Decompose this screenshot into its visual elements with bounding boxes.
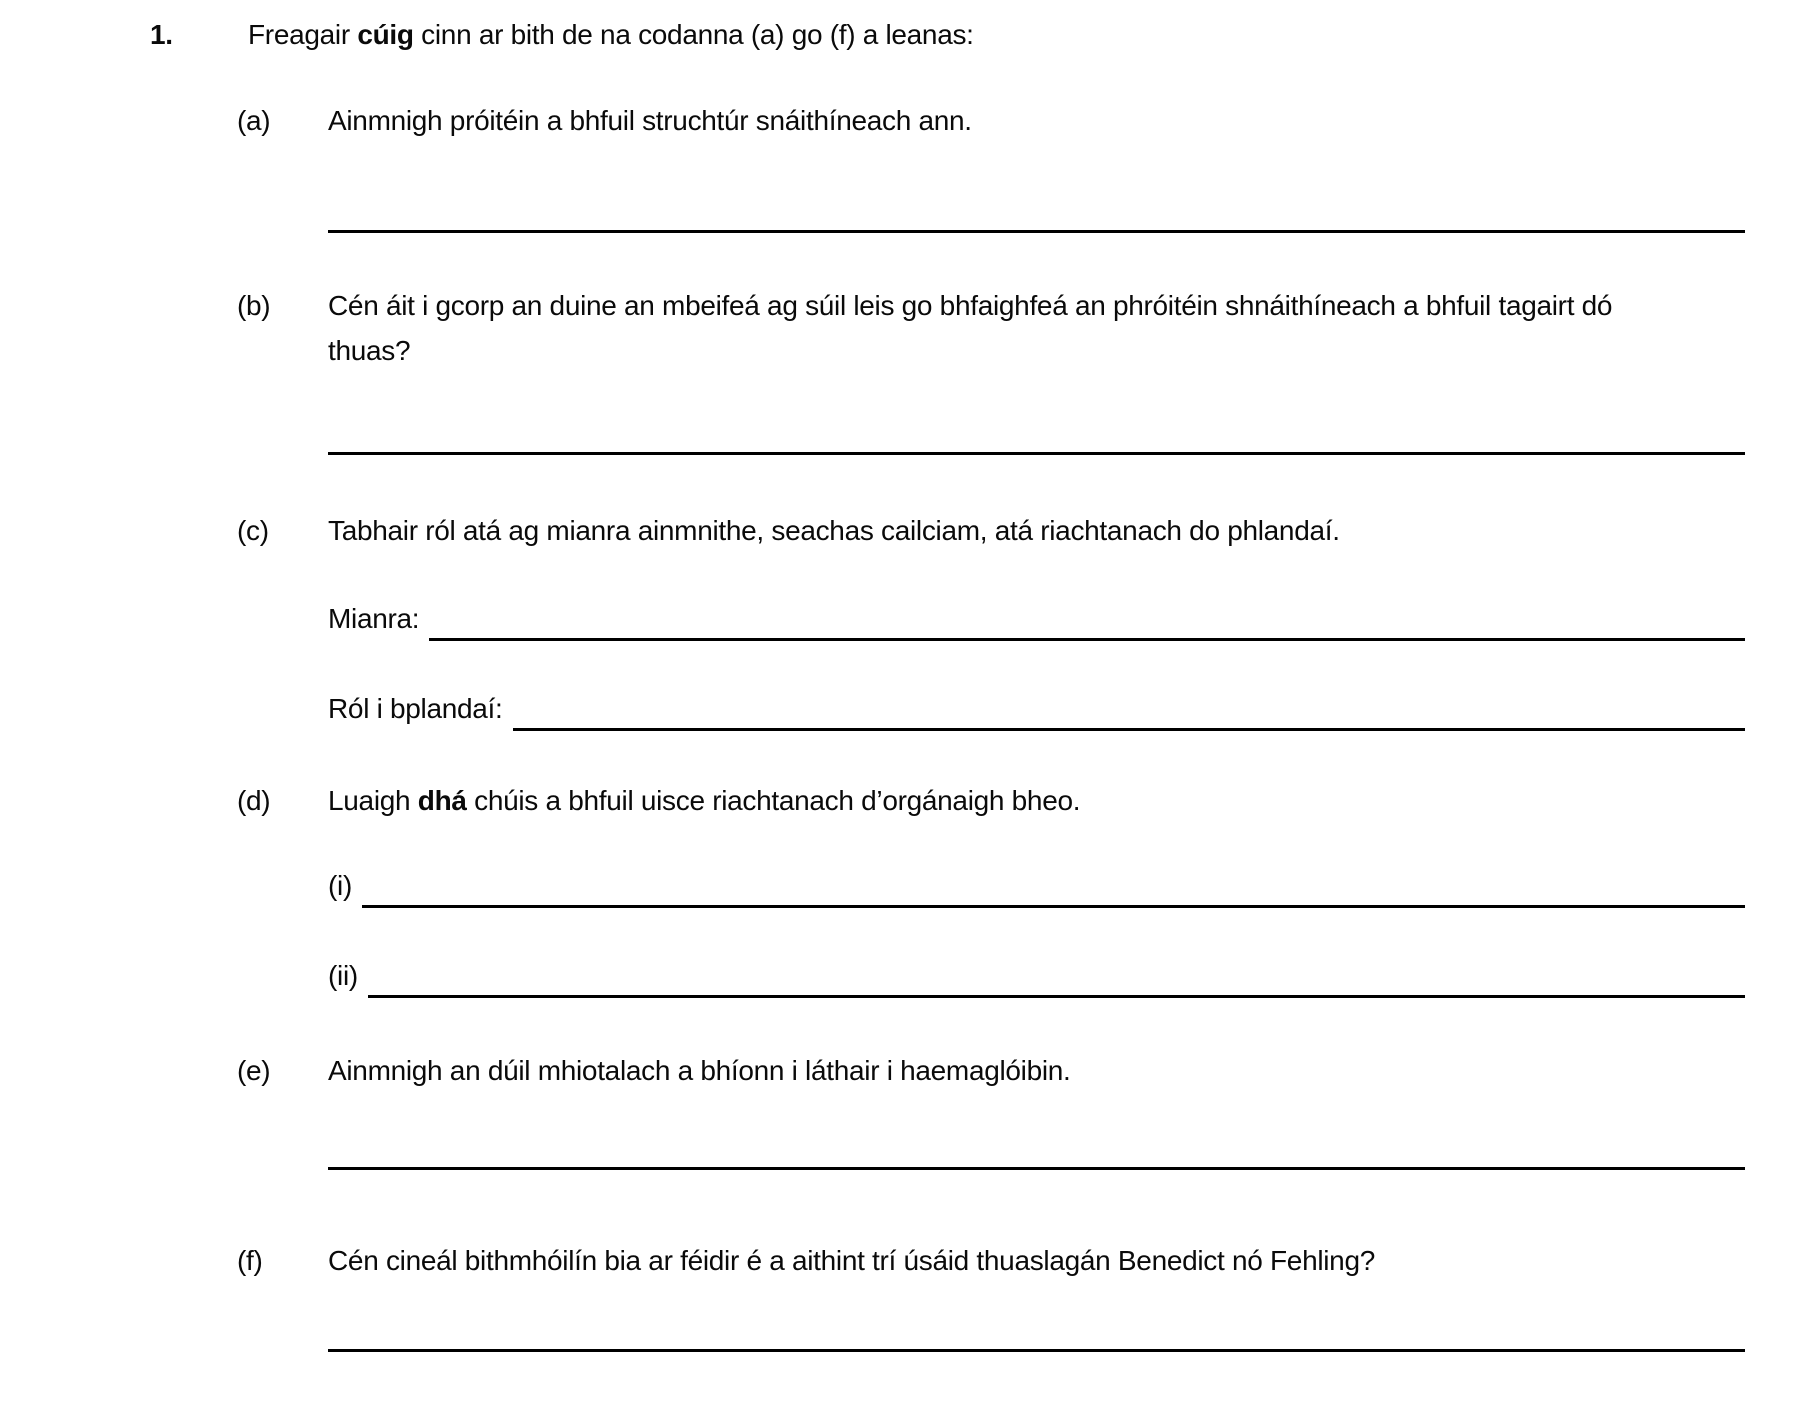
part-c-text: Tabhair ról atá ag mianra ainmnithe, seachas cailciam, atá riachtanach do phlandaí.	[328, 515, 1340, 546]
sub-item-i-answer-line[interactable]	[362, 863, 1745, 908]
part-d-row	[237, 778, 1745, 823]
sub-item-i-row	[328, 863, 1745, 908]
part-d-text-before: Luaigh	[328, 785, 418, 816]
role-answer-line[interactable]	[513, 686, 1745, 731]
question-intro-bold: cúig	[357, 19, 414, 50]
part-b-text: Cén áit i gcorp an duine an mbeifeá ag súil leis go bhfaighfeá an phróitéin shnáithíneach a bhfuil tagairt dó thuas?	[328, 290, 1613, 366]
sub-item-ii-answer-line[interactable]	[368, 953, 1745, 998]
part-e-text: Ainmnigh an dúil mhiotalach a bhíonn i láthair i haemaglóibin.	[328, 1055, 1071, 1086]
part-c-row	[237, 508, 1745, 553]
part-d-label: (d)	[237, 785, 271, 816]
part-f-label: (f)	[237, 1245, 263, 1276]
sub-item-ii-row	[328, 953, 1745, 998]
part-a-label: (a)	[237, 105, 271, 136]
part-e-row	[237, 1048, 1745, 1093]
part-e-label: (e)	[237, 1055, 271, 1086]
question-number: 1.	[150, 19, 173, 50]
part-b-answer-line[interactable]	[328, 452, 1745, 455]
part-f-text: Cén cineál bithmhóilín bia ar féidir é a aithint trí úsáid thuaslagán Benedict nó Fehling?	[328, 1245, 1375, 1276]
question-intro	[248, 12, 1745, 57]
role-field-row	[328, 686, 1745, 731]
part-e-answer-line[interactable]	[328, 1167, 1745, 1170]
part-a-row	[237, 98, 1745, 143]
mineral-field-row	[328, 596, 1745, 641]
part-b-row	[237, 283, 1745, 373]
mineral-field-label: Mianra:	[328, 603, 420, 634]
part-c-label: (c)	[237, 515, 269, 546]
part-d-text-after: chúis a bhfuil uisce riachtanach d’orgánaigh bheo.	[466, 785, 1081, 816]
question-header	[150, 12, 1745, 57]
part-a-text: Ainmnigh próitéin a bhfuil struchtúr snáithíneach ann.	[328, 105, 972, 136]
sub-item-i-label: (i)	[328, 870, 352, 901]
part-f-answer-line[interactable]	[328, 1349, 1745, 1352]
part-a-answer-line[interactable]	[328, 230, 1745, 233]
part-b-label: (b)	[237, 290, 271, 321]
question-parts	[237, 98, 1745, 1352]
sub-item-ii-label: (ii)	[328, 960, 358, 991]
part-d-text-bold: dhá	[417, 785, 467, 816]
part-d-text	[328, 778, 1745, 823]
question-intro-after: cinn ar bith de na codanna (a) go (f) a leanas:	[413, 19, 974, 50]
mineral-answer-line[interactable]	[429, 596, 1745, 641]
role-field-label: Ról i bplandaí:	[328, 693, 503, 724]
question-intro-before: Freagair	[248, 19, 358, 50]
part-f-row	[237, 1238, 1745, 1283]
